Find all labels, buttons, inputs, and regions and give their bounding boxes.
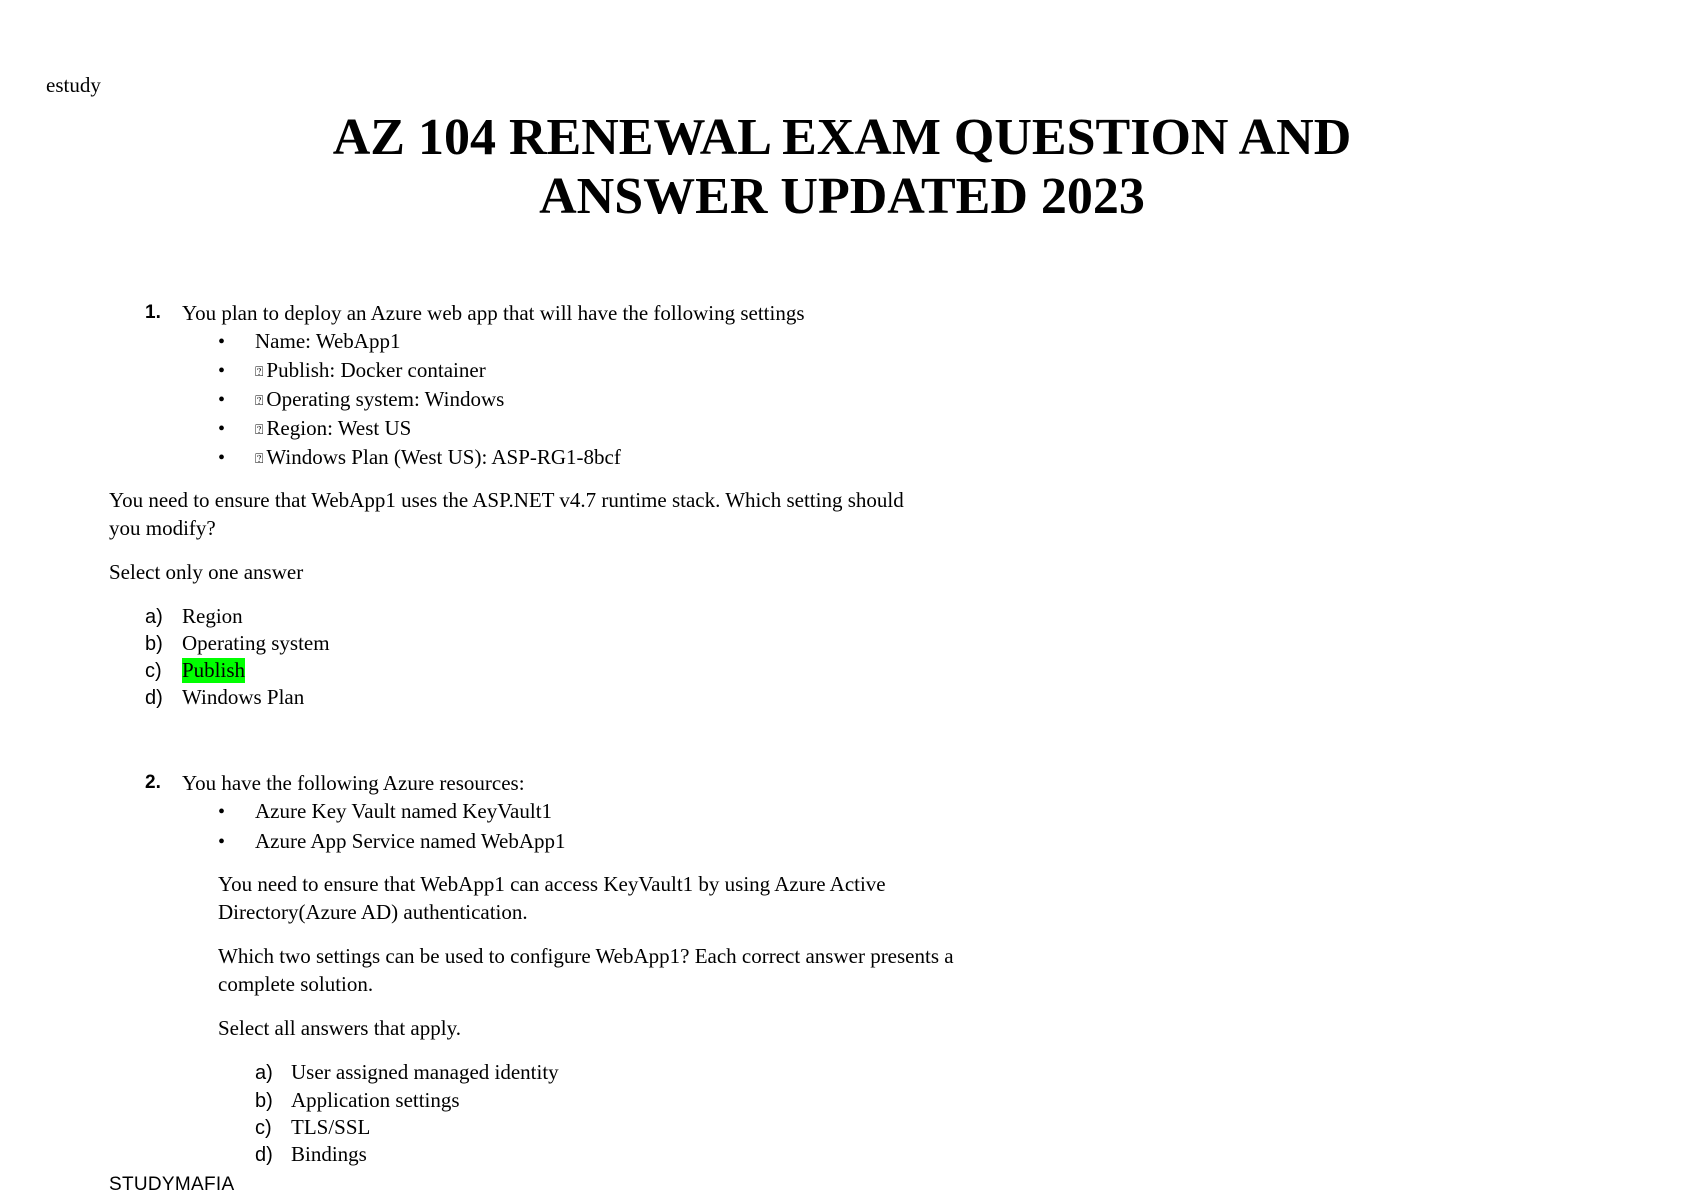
option-text: User assigned managed identity: [291, 1060, 559, 1084]
list-item: [218, 387, 505, 412]
question-number: 1.: [145, 302, 161, 323]
title-line-2: ANSWER UPDATED 2023: [539, 168, 1145, 225]
missing-glyph-icon: ⍰: [255, 422, 264, 438]
list-item: [218, 799, 553, 824]
option-text: Operating system: [182, 631, 330, 655]
highlighted-correct-answer: Publish: [182, 658, 246, 682]
option-text: Bindings: [291, 1142, 367, 1166]
header-site-label: estudy: [46, 73, 101, 97]
bullet-icon: •: [218, 418, 226, 440]
bullet-icon: •: [218, 447, 226, 469]
bullet-icon: •: [218, 801, 226, 823]
option-letter: a): [145, 606, 163, 628]
answer-option-b[interactable]: [145, 631, 330, 656]
answer-option-a[interactable]: [255, 1060, 559, 1085]
question-text-line-1: You need to ensure that WebApp1 uses the ASP.NET v4.7 runtime stack. Which setting should: [109, 488, 904, 512]
missing-glyph-icon: ⍰: [255, 451, 264, 467]
question-intro: You plan to deploy an Azure web app that will have the following settings: [182, 301, 805, 325]
answer-instruction: Select only one answer: [109, 560, 304, 584]
bullet-icon: •: [218, 331, 226, 353]
answer-option-c[interactable]: [145, 658, 246, 683]
question-text-line-2: you modify?: [109, 516, 216, 540]
footer-brand: STUDYMAFIA: [109, 1174, 235, 1195]
option-letter: d): [255, 1144, 273, 1166]
bullet-icon: •: [218, 831, 226, 853]
list-item: [218, 358, 486, 383]
list-item-text: Azure Key Vault named KeyVault1: [255, 799, 553, 823]
option-letter: c): [145, 660, 162, 682]
missing-glyph-icon: ⍰: [255, 393, 264, 409]
option-letter: b): [145, 633, 163, 655]
title-line-1: AZ 104 RENEWAL EXAM QUESTION AND: [332, 109, 1352, 166]
question-number: 2.: [145, 772, 161, 793]
list-item-text: Operating system: Windows: [266, 387, 505, 411]
list-item: [218, 829, 566, 854]
answer-option-d[interactable]: [255, 1142, 367, 1167]
option-letter: c): [255, 1117, 272, 1139]
option-text: TLS/SSL: [291, 1115, 371, 1139]
list-item-text: Region: West US: [266, 416, 412, 440]
option-letter: a): [255, 1062, 273, 1084]
missing-glyph-icon: ⍰: [255, 364, 264, 380]
document-title: [0, 108, 1684, 226]
option-text: Region: [182, 604, 243, 628]
list-item: [218, 416, 412, 441]
list-item: [218, 445, 621, 470]
bullet-icon: •: [218, 360, 226, 382]
bullet-icon: •: [218, 389, 226, 411]
list-item-text: Windows Plan (West US): ASP-RG1-8bcf: [266, 445, 621, 469]
list-item-text: Publish: Docker container: [266, 358, 486, 382]
list-item-text: Name: WebApp1: [255, 329, 401, 353]
question-text-line-2: Directory(Azure AD) authentication.: [218, 900, 528, 924]
question-text-line-1: You need to ensure that WebApp1 can access KeyVault1 by using Azure Active: [218, 872, 886, 896]
answer-option-c[interactable]: [255, 1115, 371, 1140]
answer-instruction: Select all answers that apply.: [218, 1016, 461, 1040]
list-item: [218, 329, 401, 354]
question-text-line-4: complete solution.: [218, 972, 374, 996]
option-text: Windows Plan: [182, 685, 305, 709]
list-item-text: Azure App Service named WebApp1: [255, 829, 566, 853]
answer-option-d[interactable]: [145, 685, 305, 710]
question-intro: You have the following Azure resources:: [182, 771, 525, 795]
option-letter: b): [255, 1090, 273, 1112]
answer-option-b[interactable]: [255, 1088, 460, 1113]
option-text: Application settings: [291, 1088, 460, 1112]
answer-option-a[interactable]: [145, 604, 243, 629]
option-letter: d): [145, 687, 163, 709]
question-text-line-3: Which two settings can be used to configure WebApp1? Each correct answer presents a: [218, 944, 954, 968]
